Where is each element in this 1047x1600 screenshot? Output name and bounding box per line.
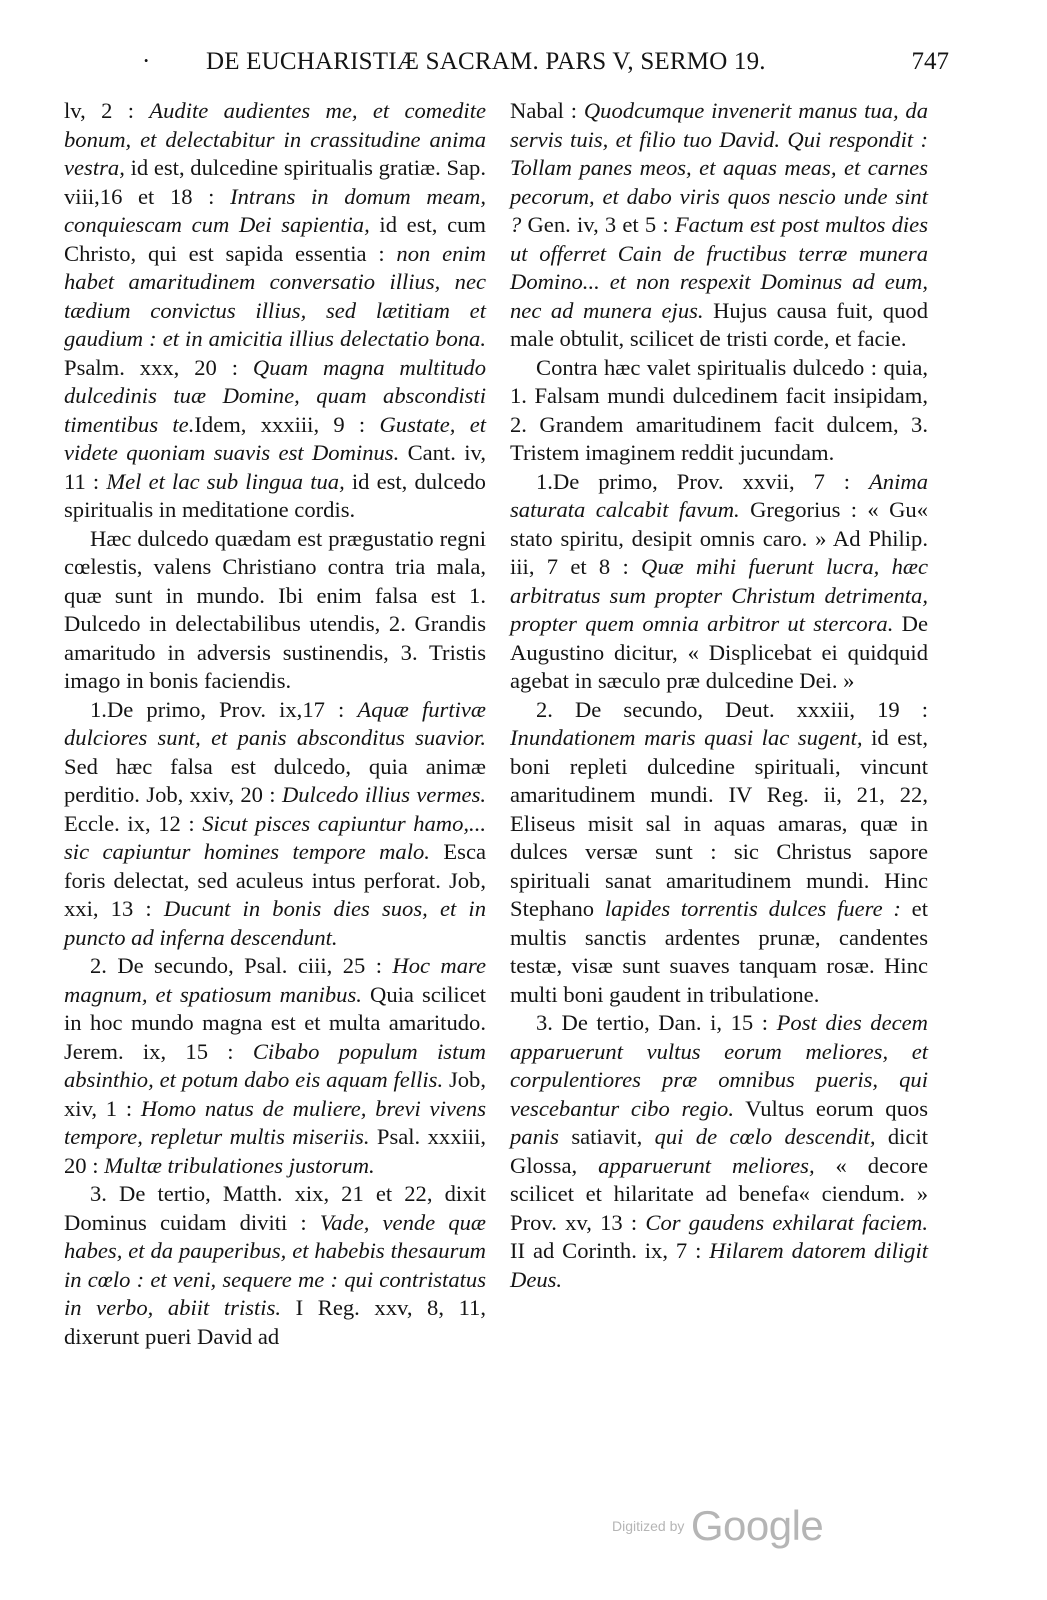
paragraph: [64, 525, 486, 696]
text-run: I Reg. xxv, 8, 11, dixerunt pueri David ad: [64, 1295, 487, 1349]
italic-quotation: Sicut pisces capiuntur hamo,... sic capiuntur homines tempore malo.: [64, 810, 487, 864]
text-run: De Augustino dicitur, « Displicebat ei quidquid agebat in sæculo præ dulcedine Dei. »: [510, 611, 929, 693]
italic-quotation: Cibabo populum istum absinthio, et potum dabo eis aquam fellis.: [64, 1038, 486, 1092]
italic-quotation: Aquæ furtivæ dulciores sunt, et panis absconditus suavior.: [64, 696, 486, 750]
digitized-by-google-watermark: [612, 1502, 823, 1550]
italic-quotation: qui de cœlo descendit,: [654, 1124, 876, 1149]
italic-quotation: Audite audientes me, et comedite bonum, et delectabitur in crassitudine anima vestra,: [64, 98, 486, 180]
header-dot: ·: [142, 48, 151, 75]
italic-quotation: Dulcedo illius vermes.: [281, 782, 487, 807]
text-run: Quia scilicet in hoc mundo magna est et multa amaritudo. Jerem. ix, 15 :: [64, 981, 487, 1064]
paragraph: [64, 1180, 486, 1351]
text-run: 3. De tertio, Dan. i, 15 :: [536, 1010, 777, 1035]
text-run: Hæc dulcedo quædam est prægustatio regni cœlestis, valens Christiano contra tria mala, quæ sunt in mundo. Ibi enim falsa est 1. Dulcedo in delectabilibus utendis, 2. Grandis amaritudo in adversis sustinendis, 3. Tristis imago in bonis faciendis.: [64, 525, 486, 693]
text-run: 1.De primo, Prov. xxvii, 7 :: [536, 468, 869, 494]
text-run: 3. De tertio, Matth. xix, 21 et 22, dixit Dominus cuidam diviti :: [64, 1181, 486, 1235]
italic-quotation: Hilarem datorem diligit Deus.: [510, 1238, 928, 1292]
paragraph: [64, 97, 486, 525]
italic-quotation: Cor gaudens exhilarat faciem.: [645, 1209, 929, 1235]
italic-quotation: Mel et lac sub lingua tua,: [106, 468, 345, 494]
italic-quotation: Quodcumque invenerit manus tua, da servis tuis, et filio tuo David. Qui respondit : Tollam panes meos, et aquas meas, et carnes pecorum, et dabo viris quos nescio unde sint ?: [510, 98, 928, 237]
text-run: id est, cum Christo, qui est sapida essentia :: [64, 212, 487, 266]
text-run: dicit Glossa,: [510, 1124, 928, 1178]
text-run: 2. De secundo, Psal. ciii, 25 :: [90, 953, 393, 978]
italic-quotation: Homo natus de muliere, brevi vivens tempore, repletur multis miseriis.: [64, 1095, 486, 1149]
text-run: Psalm. xxx, 20 :: [64, 354, 253, 380]
text-run: satiavit,: [558, 1124, 655, 1149]
italic-quotation: non enim habet amaritudinem conversatio illius, nec tædium convictus illius, sed lætitiam et gaudium : et in amicitia illius delectatio bona.: [64, 240, 487, 351]
digitized-by-label: Digitized by: [612, 1518, 685, 1534]
italic-quotation: Vade, vende quæ habes, et da pauperibus, et habebis thesaurum in cœlo : et veni, sequere me : qui contristatus in verbo, abiit tristis.: [64, 1209, 486, 1320]
italic-quotation: Inundationem maris quasi lac sugent,: [510, 725, 863, 750]
paragraph: [510, 97, 928, 354]
italic-quotation: Anima saturata calcabit favum.: [510, 468, 928, 522]
text-run: 2. De secundo, Deut. xxxiii, 19 :: [536, 696, 928, 722]
italic-quotation: Quæ mihi fuerunt lucra, hæc arbitratus sum propter Christum detrimenta, propter quem omnia arbitror ut stercora.: [510, 554, 928, 636]
text-run: Gregorius : « Gu« stato spiritu, desipit omnis caro. » Ad Philip. iii, 7 et 8 :: [510, 497, 928, 579]
left-column: [64, 97, 486, 1351]
text-run: id est, boni repleti dulcedine spirituali, vincunt amaritudinem mundi. IV Reg. ii, 21, 22, Eliseus misit sal in aquas amaras, quæ in dulces versæ sunt : sic Christus sapore spirituali sanat amaritudinem mundi. Hinc Stephano: [510, 725, 928, 921]
text-run: Psal. xxxiii, 20 :: [64, 1124, 486, 1178]
italic-quotation: Quam magna multitudo dulcedinis tuæ Domine, quam abscondisti timentibus te.: [64, 354, 487, 437]
italic-quotation: apparuerunt meliores,: [598, 1152, 815, 1178]
running-header: [0, 44, 1047, 80]
paragraph: [510, 696, 928, 1010]
text-run: II ad Corinth. ix, 7 :: [510, 1238, 710, 1263]
italic-quotation: Hoc mare magnum, et spatiosum manibus.: [64, 953, 486, 1007]
text-run: et multis sanctis ardentes prunæ, candentes testæ, visæ sunt suaves tanquam rosæ. Hinc multi boni gaudent in tribulatione.: [510, 896, 928, 1007]
italic-quotation: Post dies decem apparuerunt vultus eorum meliores, et corpulentiores præ omnibus pueris, qui vescebantur cibo regio.: [510, 1010, 929, 1121]
page-number: 747: [911, 48, 949, 75]
text-run: Idem, xxxiii, 9 :: [194, 411, 380, 437]
paragraph: [64, 696, 486, 953]
text-run: Nabal :: [510, 98, 584, 123]
text-run: Hujus causa fuit, quod male obtulit, scilicet de tristi corde, et facie.: [510, 297, 928, 351]
paragraph: [510, 1009, 928, 1294]
italic-quotation: Gustate, et videte quoniam suavis est Dominus.: [64, 411, 486, 465]
italic-quotation: Multæ tribulationes justorum.: [104, 1152, 375, 1178]
text-run: Vultus eorum quos: [733, 1095, 928, 1121]
text-run: id est, dulcedine spiritualis gratiæ. Sap. viii,16 et 18 :: [64, 155, 486, 209]
google-logo: Google: [690, 1502, 824, 1549]
paragraph: [510, 468, 928, 696]
text-run: Eccle. ix, 12 :: [64, 810, 203, 836]
text-run: Sed hæc falsa est dulcedo, quia animæ perditio. Job, xxiv, 20 :: [64, 753, 486, 807]
italic-quotation: Factum est post multos dies ut offerret Cain de fructibus terræ munera Domino... et non respexit Dominus ad eum, nec ad munera ejus.: [510, 212, 929, 323]
text-run: Job, xiv, 1 :: [64, 1067, 486, 1121]
text-run: Contra hæc valet spiritualis dulcedo : quia, 1. Falsam mundi dulcedinem facit insipidam, 2. Grandem amaritudinem facit dulcem, 3. Tristem imaginem reddit jucundam.: [510, 354, 928, 465]
italic-quotation: lapides torrentis dulces fuere :: [604, 896, 901, 921]
text-run: Gen. iv, 3 et 5 :: [521, 212, 675, 237]
paragraph: [64, 952, 486, 1180]
text-run: lv, 2 :: [64, 98, 150, 123]
text-run: Cant. iv, 11 :: [64, 440, 487, 494]
italic-quotation: panis: [510, 1124, 559, 1149]
text-run: « decore scilicet et hilaritate ad benefa« ciendum. » Prov. xv, 13 :: [510, 1152, 928, 1235]
text-run: Esca foris delectat, sed aculeus intus perforat. Job, xxi, 13 :: [64, 839, 486, 921]
text-run: id est, dulcedo spiritualis in meditatione cordis.: [64, 468, 486, 522]
italic-quotation: Intrans in domum meam, conquiescam cum Dei sapientia,: [64, 183, 486, 237]
paragraph: [510, 354, 928, 468]
running-title: DE EUCHARISTIÆ SACRAM. PARS V, SERMO 19.: [206, 48, 766, 75]
text-run: 1.De primo, Prov. ix,17 :: [90, 696, 358, 722]
italic-quotation: Ducunt in bonis dies suos, et in puncto ad inferna descendunt.: [64, 896, 486, 950]
right-column: [510, 97, 928, 1294]
